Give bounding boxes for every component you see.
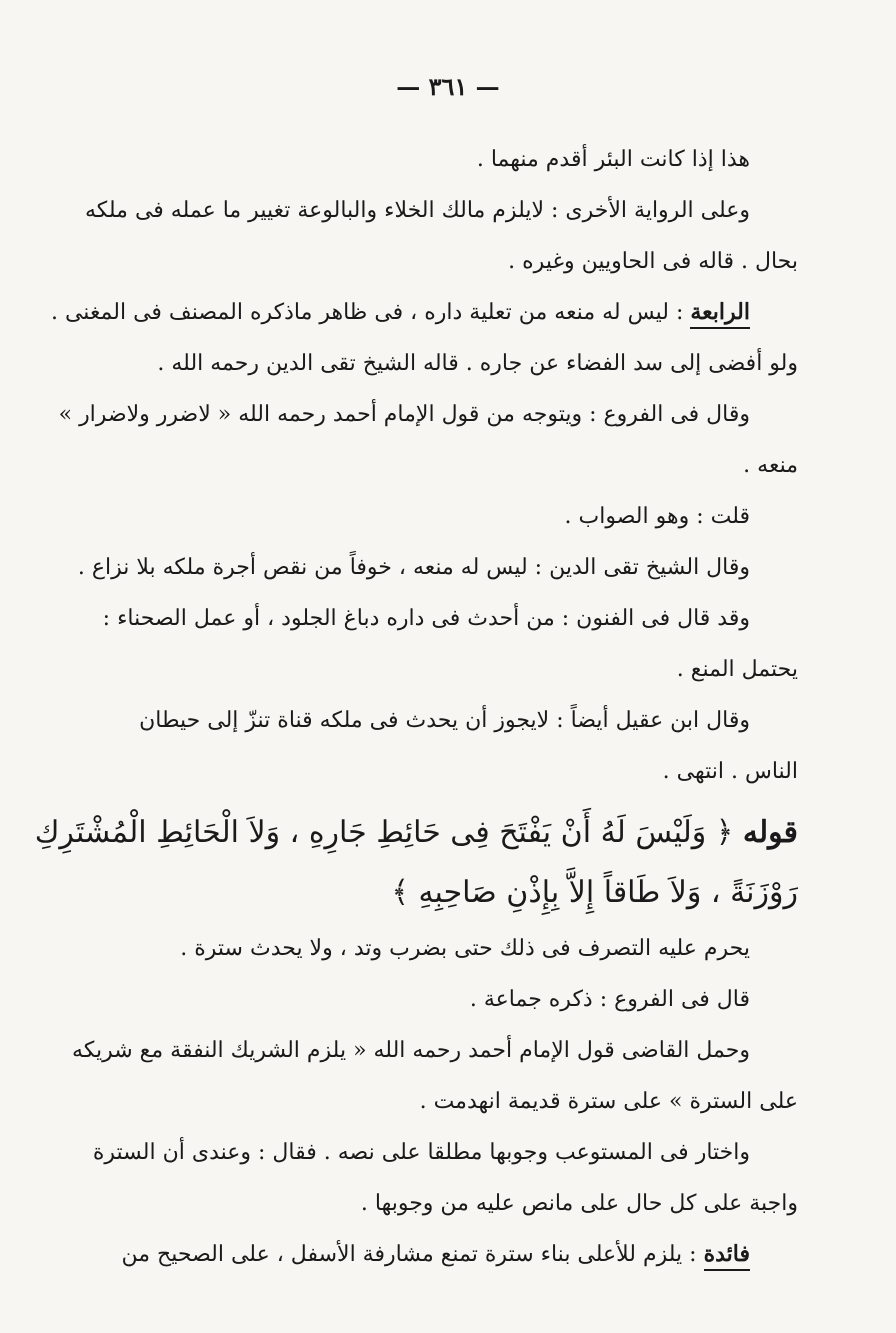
text-line: ولو أفضى إلى سد الفضاء عن جاره . قاله الشيخ تقى الدين رحمه الله . [157, 351, 798, 376]
text-span: : يلزم للأعلى بناء سترة تمنع مشارفة الأسفل ، على الصحيح من [121, 1242, 697, 1267]
quoted-text-line: رَوْزَنَةً ، وَلاَ طَاقاً إِلاَّ بِإِذْنِ صَاحِبِهِ ﴾ [391, 875, 798, 910]
text-line: واختار فى المستوعب وجوبها مطلقا على نصه . فقال : وعندى أن السترة [92, 1140, 750, 1165]
text-span: : ليس له منعه من تعلية داره ، فى ظاهر ماذكره المصنف فى المغنى . [50, 300, 684, 325]
text-line: قال فى الفروع : ذكره جماعة . [469, 987, 750, 1012]
text-line [50, 287, 798, 338]
text-line: بحال . قاله فى الحاويين وغيره . [508, 249, 798, 274]
page-number: — ٣٦١ — [396, 72, 500, 101]
text-span: ﴿ وَلَيْسَ لَهُ أَنْ يَفْتَحَ فِى حَائِطِ جَارِهِ ، وَلاَ الْحَائِطِ الْمُشْتَرِكِ [34, 815, 734, 850]
text-line: وقال ابن عقيل أيضاً : لايجوز أن يحدث فى ملكه قناة تنزّ إلى حيطان [139, 708, 750, 733]
text-line: قلت : وهو الصواب . [564, 504, 750, 529]
quoted-text-line [34, 803, 798, 863]
section-keyword: الرابعة [690, 299, 750, 329]
text-line: واجبة على كل حال على مانص عليه من وجوبها . [360, 1191, 798, 1216]
text-line [121, 1229, 798, 1280]
text-line: يحرم عليه التصرف فى ذلك حتى بضرب وتد ، ولا يحدث سترة . [180, 936, 750, 961]
document-body [34, 134, 798, 1280]
text-line: وقال الشيخ تقى الدين : ليس له منعه ، خوفاً من نقص أجرة ملكه بلا نزاع . [77, 555, 750, 580]
text-line: الناس . انتهى . [662, 759, 798, 784]
text-line: وحمل القاضى قول الإمام أحمد رحمه الله « يلزم الشريك النفقة مع شريكه [72, 1038, 750, 1063]
text-line: وقال فى الفروع : ويتوجه من قول الإمام أحمد رحمه الله « لاضرر ولاضرار » [58, 402, 750, 427]
text-line: منعه . [743, 453, 798, 478]
text-line: هذا إذا كانت البئر أقدم منهما . [476, 147, 750, 172]
text-line: على السترة » على سترة قديمة انهدمت . [419, 1089, 798, 1114]
text-line: وعلى الرواية الأخرى : لايلزم مالك الخلاء والبالوعة تغيير ما عمله فى ملكه [84, 198, 750, 223]
text-line: يحتمل المنع . [676, 657, 798, 682]
text-line: وقد قال فى الفنون : من أحدث فى داره دباغ الجلود ، أو عمل الصحناء : [102, 606, 750, 631]
section-keyword: قوله [742, 815, 798, 850]
section-keyword: فائدة [704, 1241, 750, 1271]
